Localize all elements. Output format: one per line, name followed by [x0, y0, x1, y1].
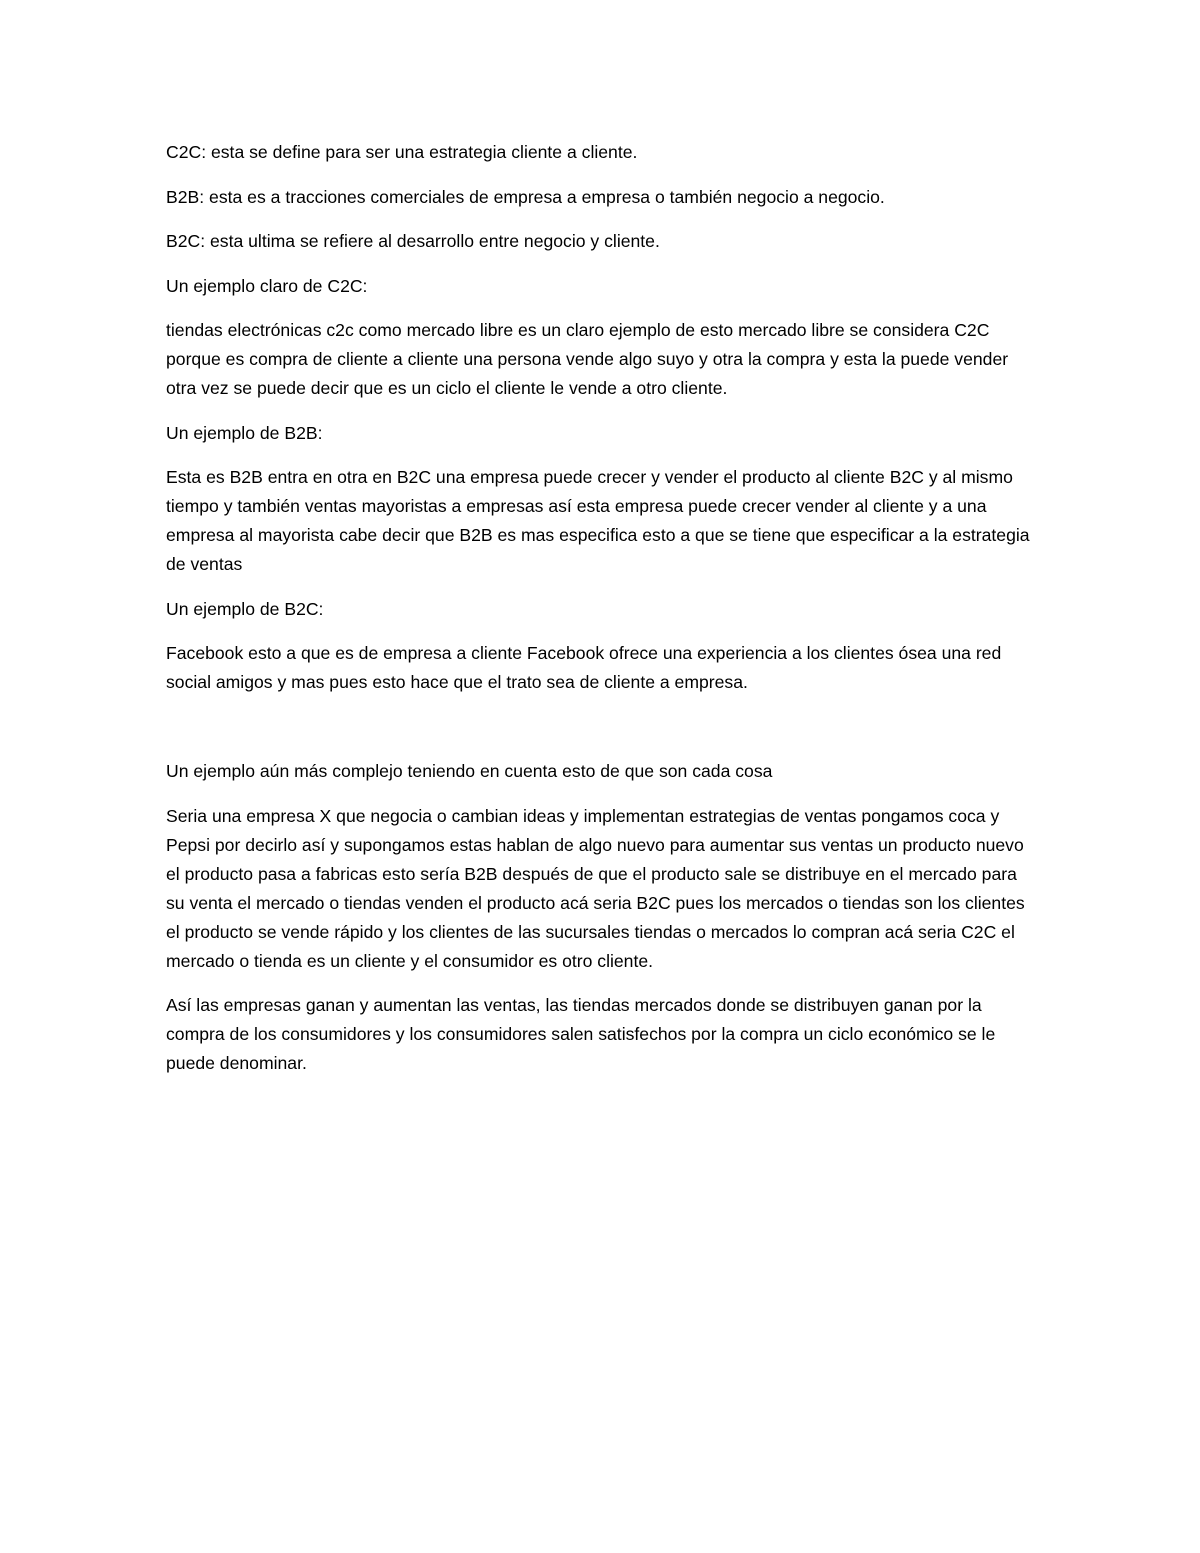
paragraph-b2c-example: Facebook esto a que es de empresa a cliente Facebook ofrece una experiencia a los clientes ósea una red social amigos y mas pues esto hace que el trato sea de cliente a empresa.: [166, 643, 1002, 692]
heading-complex-example: Un ejemplo aún más complejo teniendo en cuenta esto de que son cada cosa: [166, 761, 773, 781]
paragraph-complex-example: Seria una empresa X que negocia o cambian ideas y implementan estrategias de ventas pongamos coca y Pepsi por decirlo así y supongamos estas hablan de algo nuevo para aumentar sus ventas un producto nuevo el producto pasa a fabricas esto sería B2B después de que el producto sale se distribuye en el mercado para su venta el mercado o tiendas venden el producto acá seria B2C pues los mercados o tiendas son los clientes el producto se vende rápido y los clientes de las sucursales tiendas o mercados lo compran acá seria C2C el mercado o tienda es un cliente y el consumidor es otro cliente.: [166, 805, 1025, 971]
paragraph-b2b-definition: B2B: esta es a tracciones comerciales de empresa a empresa o también negocio a negocio.: [166, 186, 885, 207]
paragraph-conclusion: Así las empresas ganan y aumentan las ventas, las tiendas mercados donde se distribuyen ganan por la compra de los consumidores y los consumidores salen satisfechos por la compra un ciclo económico se le puede denominar.: [166, 995, 996, 1073]
paragraph-c2c-example: tiendas electrónicas c2c como mercado libre es un claro ejemplo de esto mercado libre se considera C2C porque es compra de cliente a cliente una persona vende algo suyo y otra la compra y esta la puede vender otra vez se puede decir que es un ciclo el cliente le vende a otro cliente.: [166, 320, 1009, 398]
blank-line: [166, 713, 1036, 742]
paragraph-b2b-example: Esta es B2B entra en otra en B2C una empresa puede crecer y vender el producto al cliente B2C y al mismo tiempo y también ventas mayoristas a empresas así esta empresa puede crecer vender al cliente y a una empresa al mayorista cabe decir que B2B es mas especifica esto a que se tiene que especificar a la estrategia de ventas: [166, 467, 1030, 574]
heading-c2c-example: Un ejemplo claro de C2C:: [166, 275, 368, 296]
paragraph-c2c-definition: C2C: esta se define para ser una estrategia cliente a cliente.: [166, 142, 638, 162]
paragraph-b2c-definition: B2C: esta ultima se refiere al desarrollo entre negocio y cliente.: [166, 231, 660, 251]
heading-b2c-example: Un ejemplo de B2C:: [166, 598, 324, 619]
heading-b2b-example: Un ejemplo de B2B:: [166, 422, 323, 443]
document-body: [166, 138, 1036, 1094]
